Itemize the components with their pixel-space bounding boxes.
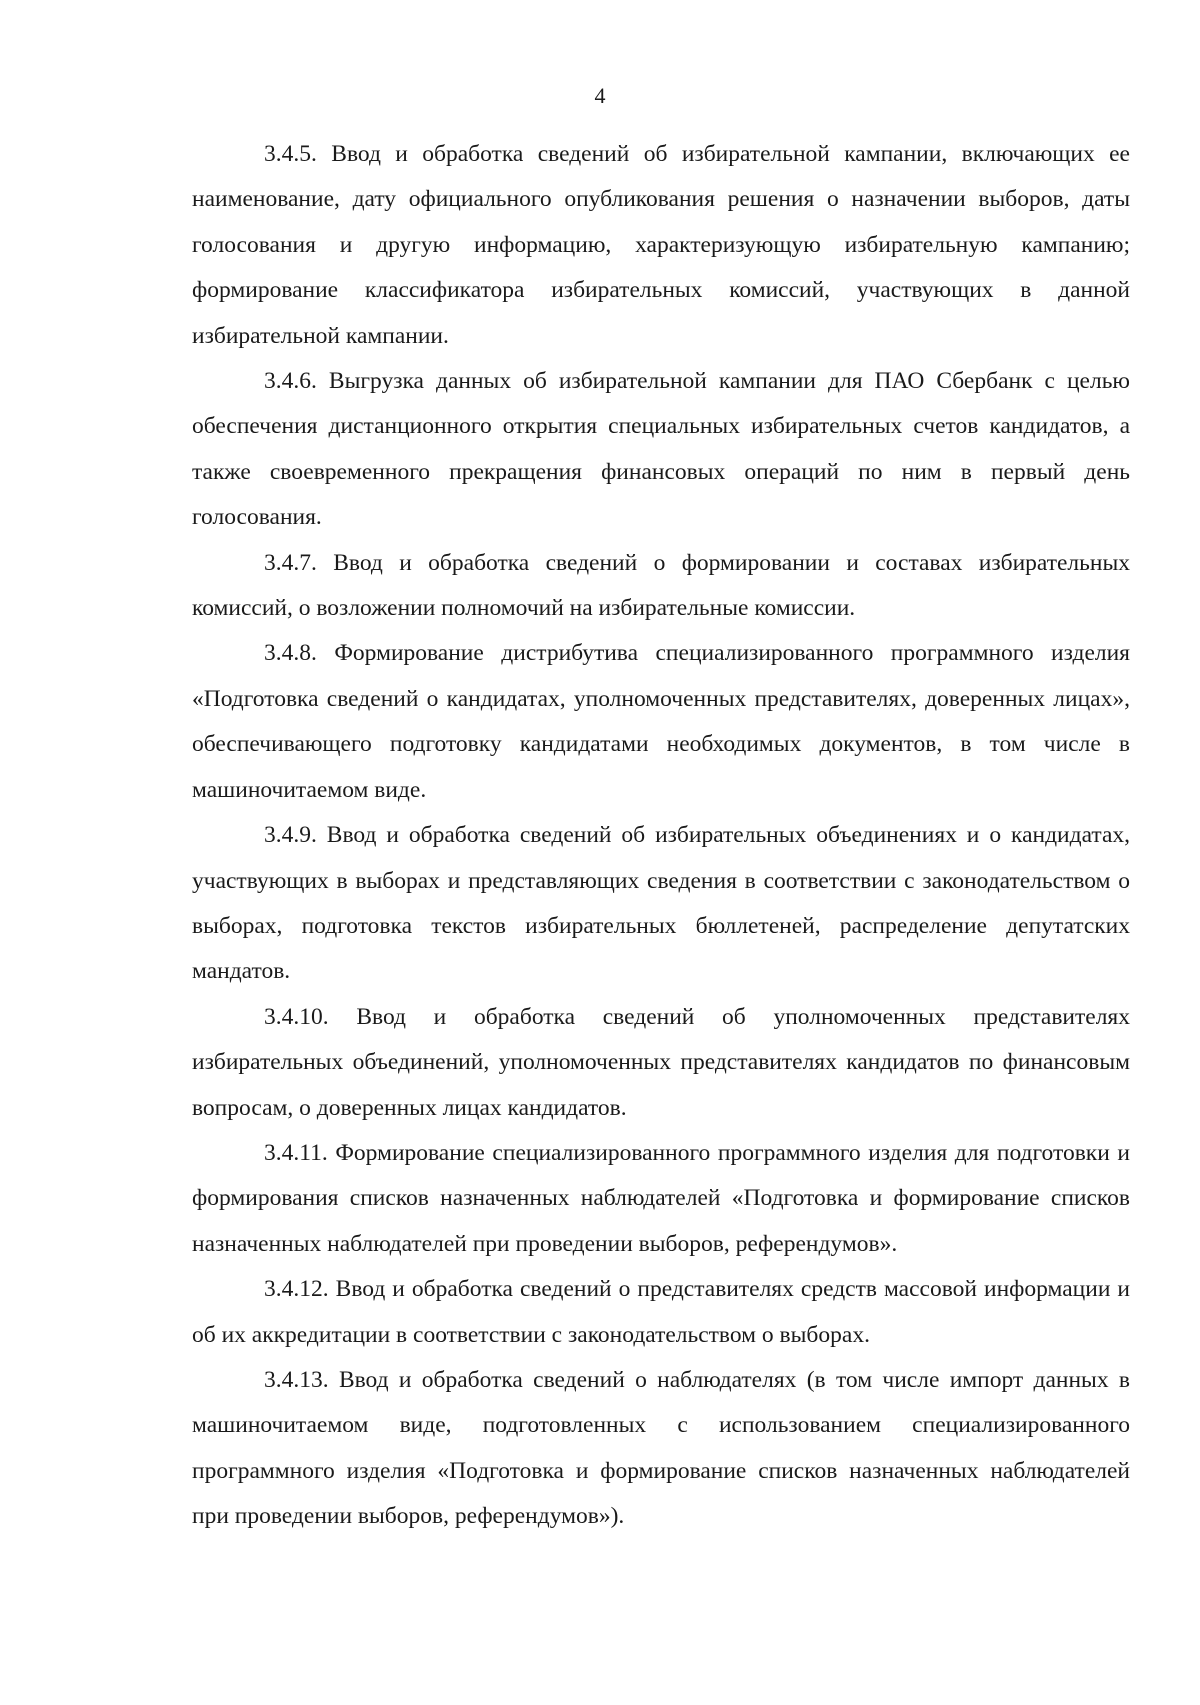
paragraph-3-4-9: 3.4.9. Ввод и обработка сведений об избирательных объединениях и о кандидатах, участвующих в выборах и представляющих сведения в соответствии с законодательством о выборах, подготовка текстов избирательных бюллетеней, распределение депутатских мандатов. bbox=[192, 822, 1130, 985]
paragraph-3-4-6: 3.4.6. Выгрузка данных об избирательной кампании для ПАО Сбербанк с целью обеспечения дистанционного открытия специальных избирательных счетов кандидатов, а также своевременного прекращения финансовых операций по ним в первый день голосования. bbox=[192, 368, 1130, 531]
paragraph-3-4-5: 3.4.5. Ввод и обработка сведений об избирательной кампании, включающих ее наименование, дату официального опубликования решения о назначении выборов, даты голосования и другую информацию, характеризующую избирательную кампанию; формирование классификатора избирательных комиссий, участвующих в данной избирательной кампании. bbox=[192, 141, 1130, 349]
paragraph-3-4-13: 3.4.13. Ввод и обработка сведений о наблюдателях (в том числе импорт данных в машиночитаемом виде, подготовленных с использованием специализированного программного изделия «Подготовка и формирование списков назначенных наблюдателей при проведении выборов, референдумов»). bbox=[192, 1366, 1130, 1530]
page-number: 4 bbox=[594, 83, 606, 108]
paragraph-3-4-10: 3.4.10. Ввод и обработка сведений об уполномоченных представителях избирательных объединений, уполномоченных представителях кандидатов по финансовым вопросам, о доверенных лицах кандидатов. bbox=[192, 1003, 1130, 1121]
paragraph-3-4-12: 3.4.12. Ввод и обработка сведений о представителях средств массовой информации и об их аккредитации в соответствии с законодательством о выборах. bbox=[192, 1276, 1130, 1348]
paragraph-3-4-8: 3.4.8. Формирование дистрибутива специализированного программного изделия «Подготовка сведений о кандидатах, уполномоченных представителях, доверенных лицах», обеспечивающего подготовку кандидатами необходимых документов, в том числе в машиночитаемом виде. bbox=[192, 640, 1130, 803]
document-body bbox=[192, 132, 1130, 1540]
paragraph-3-4-11: 3.4.11. Формирование специализированного программного изделия для подготовки и формирования списков назначенных наблюдателей «Подготовка и формирование списков назначенных наблюдателей при проведении выборов, референдумов». bbox=[192, 1139, 1130, 1257]
paragraph-3-4-7: 3.4.7. Ввод и обработка сведений о формировании и составах избирательных комиссий, о возложении полномочий на избирательные комиссии. bbox=[192, 549, 1130, 622]
